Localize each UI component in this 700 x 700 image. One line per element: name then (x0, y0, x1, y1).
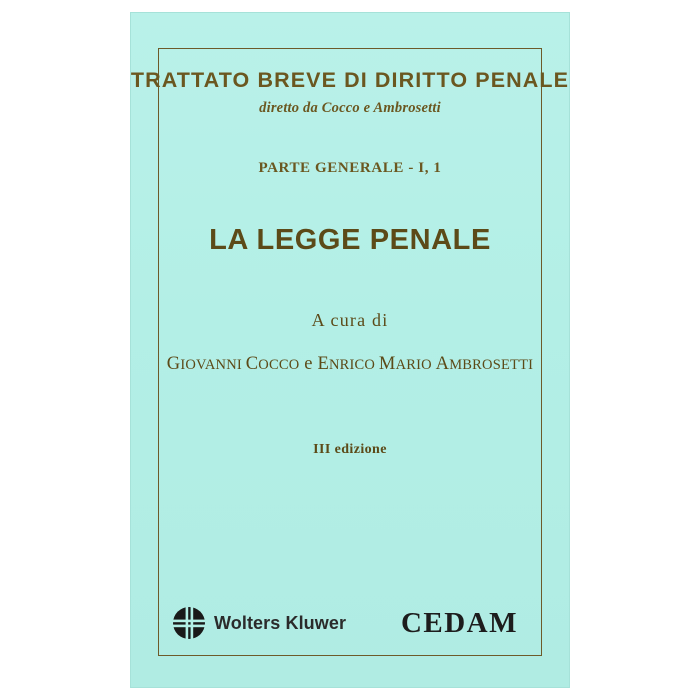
editor-two-middle-name: ARIO (395, 357, 436, 373)
part-label: PARTE GENERALE - I, 1 (258, 160, 442, 176)
editor-two-middle-initial: M (378, 354, 396, 374)
editor-one-name: IOVANNI (180, 357, 246, 373)
publisher-row (154, 606, 546, 640)
book-title: LA LEGGE PENALE (209, 224, 491, 256)
book-cover (130, 12, 570, 688)
wolters-kluwer-wordmark: Wolters Kluwer (214, 612, 347, 633)
edition-label: III edizione (313, 442, 387, 457)
cedam-wordmark: CEDAM (400, 606, 518, 639)
editor-one-initial: G (166, 354, 181, 374)
cover-content (130, 12, 570, 688)
editors-conjunction: e (299, 354, 318, 374)
wolters-kluwer-mark-icon (172, 606, 206, 640)
wolters-kluwer-logo (172, 606, 346, 640)
editor-one-surname: OCCO (258, 357, 300, 373)
series-subtitle: diretto da Cocco e Ambrosetti (259, 100, 441, 116)
editor-one-surname-initial: C (245, 354, 259, 374)
editor-two-initial: E (317, 354, 329, 374)
editors-line (130, 354, 570, 375)
edited-by-label: A cura di (311, 310, 389, 330)
editor-two-name: NRICO (328, 357, 379, 373)
editor-two-surname-initial: A (435, 354, 450, 374)
series-title: TRATTATO BREVE DI DIRITTO PENALE (130, 68, 570, 92)
editor-two-surname: MBROSETTI (449, 357, 534, 373)
